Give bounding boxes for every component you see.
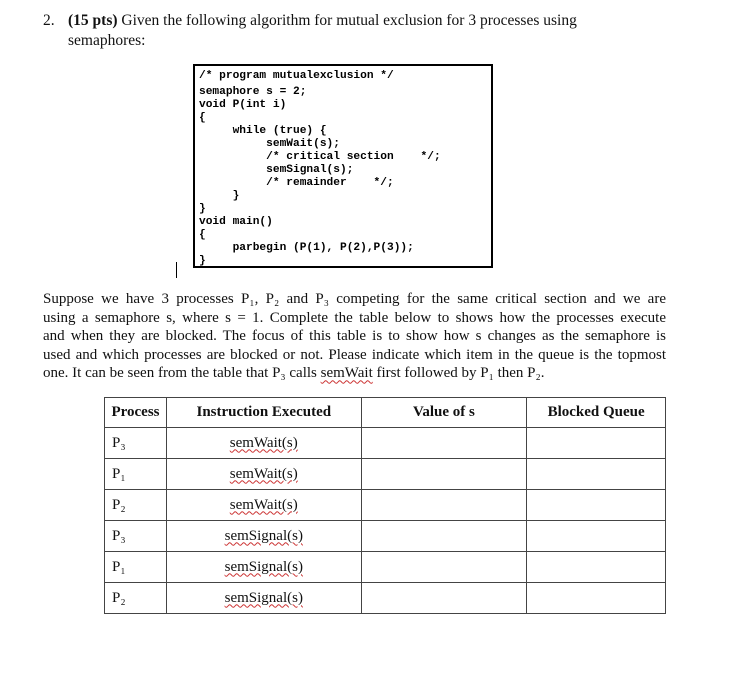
process-cell: P₁ [105, 459, 167, 490]
value-cell[interactable] [361, 552, 527, 583]
table-row [105, 583, 666, 614]
code-line: semaphore s = 2; [199, 86, 307, 98]
instruction-text: semSignal(s) [224, 589, 303, 606]
code-line: void main() [199, 216, 273, 228]
value-cell[interactable] [361, 459, 527, 490]
question-number: 2. [43, 12, 55, 29]
code-line: } [199, 203, 206, 215]
process-cell: P₃ [105, 521, 167, 552]
header-queue: Blocked Queue [527, 398, 666, 428]
process-cell: P₂ [105, 490, 167, 521]
code-listing [193, 64, 493, 268]
instruction-cell [166, 583, 361, 614]
instruction-text: semWait(s) [229, 465, 298, 482]
queue-cell[interactable] [527, 428, 666, 459]
code-line: } [199, 190, 240, 202]
instruction-cell [166, 428, 361, 459]
table-row [105, 490, 666, 521]
paragraph-line: and when they are blocked. The focus of this table is to show how s changes as the semaphore is [43, 328, 666, 345]
instruction-cell [166, 521, 361, 552]
instruction-cell [166, 552, 361, 583]
paragraph-line: using a semaphore s, where s = 1. Complete the table below to shows how the processes execute [43, 309, 666, 326]
instruction-text: semWait(s) [229, 496, 298, 513]
table-row [105, 459, 666, 490]
table-row [105, 552, 666, 583]
table-row [105, 521, 666, 552]
instruction-cell [166, 490, 361, 521]
queue-cell[interactable] [527, 521, 666, 552]
table-header-row [105, 398, 666, 428]
code-line: semSignal(s); [199, 164, 354, 176]
problem-paragraph [43, 290, 666, 383]
text-cursor [176, 262, 177, 278]
value-cell[interactable] [361, 521, 527, 552]
question-prompt-line2: semaphores: [68, 32, 146, 49]
instruction-text: semSignal(s) [224, 527, 303, 544]
process-cell: P₃ [105, 428, 167, 459]
table-row [105, 428, 666, 459]
value-cell[interactable] [361, 428, 527, 459]
semaphore-table [104, 397, 666, 614]
process-cell: P₂ [105, 583, 167, 614]
instruction-text: semWait(s) [229, 434, 298, 451]
semwait-term: semWait [320, 365, 373, 382]
paragraph-line [43, 364, 666, 383]
paragraph-text: one. It can be seen from the table that P₃ calls [43, 365, 321, 382]
paragraph-line: used and which processes are blocked or not. Please indicate which item in the queue is the topmost [43, 346, 666, 363]
code-line: semWait(s); [199, 138, 340, 150]
value-cell[interactable] [361, 583, 527, 614]
question-prompt-line1: Given the following algorithm for mutual exclusion for 3 processes using [121, 12, 577, 29]
code-line: void P(int i) [199, 99, 287, 111]
code-line: { [199, 112, 206, 124]
code-line: /* critical section */; [199, 151, 441, 163]
instruction-text: semSignal(s) [224, 558, 303, 575]
header-process: Process [105, 398, 167, 428]
instruction-cell [166, 459, 361, 490]
paragraph-text: first followed by P₁ then P₂. [372, 365, 545, 382]
code-line: { [199, 229, 206, 241]
process-cell: P₁ [105, 552, 167, 583]
code-line: while (true) { [199, 125, 327, 137]
queue-cell[interactable] [527, 583, 666, 614]
code-line: /* remainder */; [199, 177, 394, 189]
queue-cell[interactable] [527, 459, 666, 490]
code-line: } [199, 255, 206, 267]
paragraph-line: Suppose we have 3 processes P₁, P₂ and P₃ competing for the same critical section and we are [43, 291, 666, 307]
question-prompt [68, 11, 668, 51]
question-points: (15 pts) [68, 12, 118, 29]
code-line: parbegin (P(1), P(2),P(3)); [199, 242, 414, 254]
header-value: Value of s [361, 398, 527, 428]
value-cell[interactable] [361, 490, 527, 521]
queue-cell[interactable] [527, 490, 666, 521]
code-line: /* program mutualexclusion */ [199, 70, 394, 82]
queue-cell[interactable] [527, 552, 666, 583]
header-instruction: Instruction Executed [166, 398, 361, 428]
